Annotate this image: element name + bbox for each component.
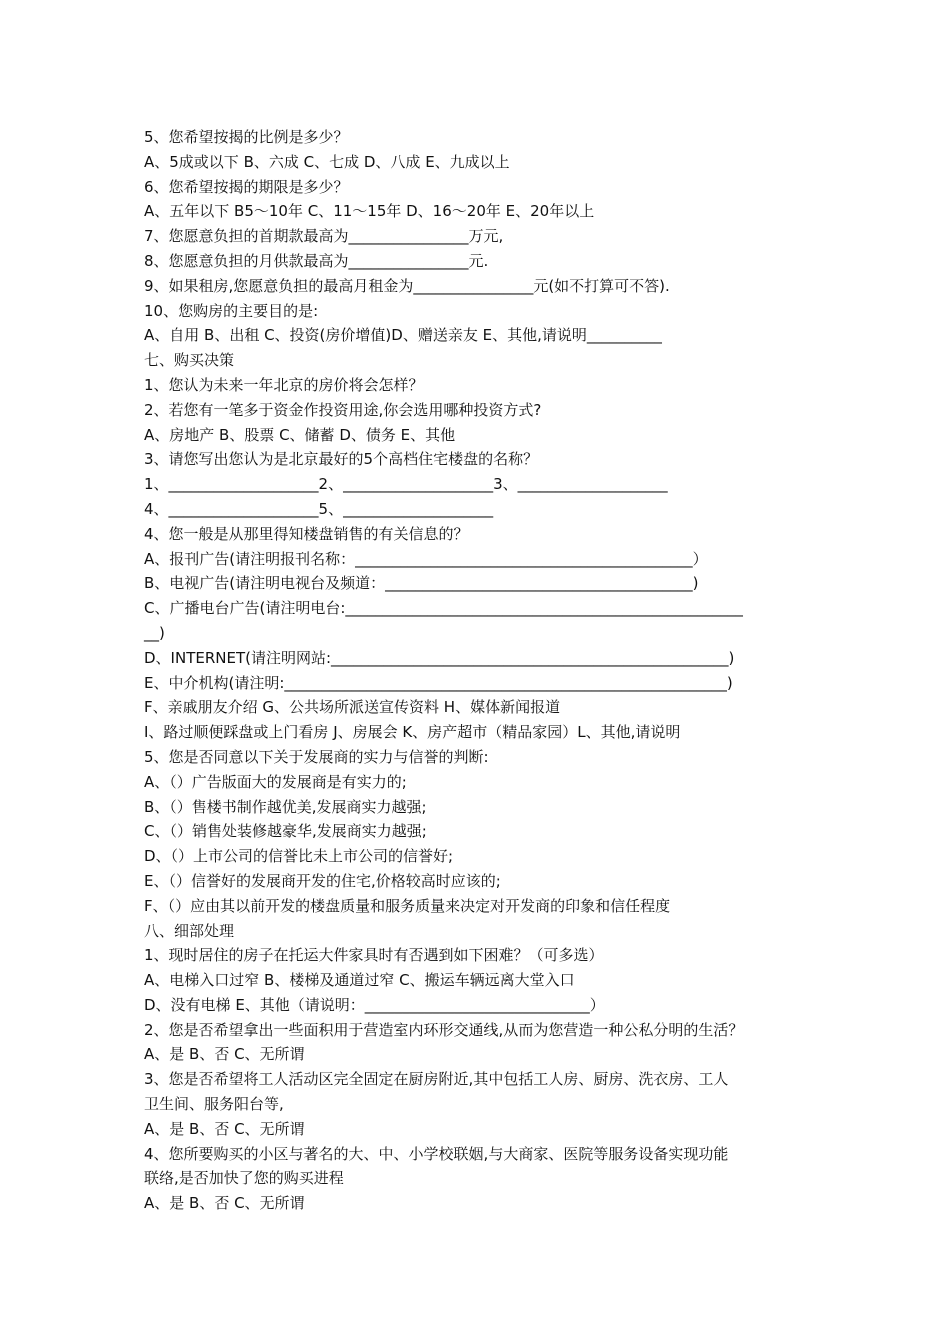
question-5-options: A、5成或以下 B、六成 C、七成 D、八成 E、九成以上 <box>144 152 510 171</box>
question-10-title: 10、您购房的主要目的是: <box>144 301 319 320</box>
section-7-question-4-option-c-cont: __) <box>144 623 165 642</box>
document-body <box>144 125 824 1216</box>
section-8-question-4-cont: 联络,是否加快了您的购买进程 <box>144 1169 344 1188</box>
section-8-question-2-options: A、是 B、否 C、无所谓 <box>144 1045 305 1064</box>
section-7-question-4-option-b: B、电视广告(请注明电视台及频道：_________________________________________) <box>144 574 699 593</box>
section-8-question-3-options: A、是 B、否 C、无所谓 <box>144 1119 305 1138</box>
section-8-question-4: 4、您所要购买的小区与著名的大、中、小学校联姻,与大商家、医院等服务设备实现功能 <box>144 1144 729 1163</box>
section-7-question-4-option-a: A、报刊广告(请注明报刊名称：_____________________________________________） <box>144 549 708 568</box>
question-7-line: 7、您愿意负担的首期款最高为________________万元, <box>144 227 504 246</box>
question-8-line: 8、您愿意负担的月供款最高为________________元. <box>144 251 489 270</box>
question-9-line: 9、如果租房,您愿意负担的最高月租金为________________元(如不打算可不答). <box>144 276 670 295</box>
section-8-question-4-options: A、是 B、否 C、无所谓 <box>144 1194 305 1213</box>
section-7-question-3-blanks-2: 4、____________________5、____________________ <box>144 499 494 518</box>
section-7-question-1: 1、您认为未来一年北京的房价将会怎样？ <box>144 375 424 394</box>
section-7-heading: 七、购买决策 <box>144 351 235 370</box>
question-6-options: A、五年以下 B5～10年 C、11～15年 D、16～20年 E、20年以上 <box>144 202 595 221</box>
section-8-question-1-options-de: D、没有电梯 E、其他（请说明：______________________________） <box>144 995 605 1014</box>
section-8-heading: 八、细部处理 <box>144 921 235 940</box>
section-7-question-3-blanks-1: 1、____________________2、____________________3、____________________ <box>144 475 668 494</box>
section-7-question-4-option-c: C、广播电台广告(请注明电台:_____________________________________________________ <box>144 599 743 618</box>
section-7-question-2: 2、若您有一笔多于资金作投资用途,你会选用哪种投资方式? <box>144 400 542 419</box>
section-8-question-3: 3、您是否希望将工人活动区完全固定在厨房附近,其中包括工人房、厨房、洗衣房、工人 <box>144 1070 729 1089</box>
section-7-question-2-options: A、房地产 B、股票 C、储蓄 D、债务 E、其他 <box>144 425 456 444</box>
section-8-question-1: 1、现时居住的房子在托运大件家具时有否遇到如下困难？（可多选） <box>144 946 604 965</box>
question-6-title: 6、您希望按揭的期限是多少？ <box>144 177 349 196</box>
section-7-question-4-option-d: D、INTERNET(请注明网站:_____________________________________________________) <box>144 648 735 667</box>
section-8-question-1-options-abc: A、电梯入口过窄 B、楼梯及通道过窄 C、搬运车辆远离大堂入口 <box>144 971 575 990</box>
section-7-question-5-item-f: F、（）应由其以前开发的楼盘质量和服务质量来决定对开发商的印象和信任程度 <box>144 896 671 915</box>
section-8-question-3-cont: 卫生间、服务阳台等, <box>144 1095 284 1114</box>
section-7-question-5-item-b: B、（）售楼书制作越优美,发展商实力越强; <box>144 797 427 816</box>
section-7-question-4: 4、您一般是从那里得知楼盘销售的有关信息的？ <box>144 524 469 543</box>
section-7-question-5-item-d: D、（）上市公司的信誉比未上市公司的信誉好; <box>144 847 454 866</box>
question-10-options: A、自用 B、出租 C、投资(房价增值)D、赠送亲友 E、其他,请说明__________ <box>144 326 662 345</box>
section-7-question-5-item-e: E、（）信誉好的发展商开发的住宅,价格较高时应该的; <box>144 871 501 890</box>
section-7-question-5-item-a: A、（）广告版面大的发展商是有实力的; <box>144 772 407 791</box>
question-5-title: 5、您希望按揭的比例是多少？ <box>144 128 349 146</box>
section-8-question-2: 2、您是否希望拿出一些面积用于营造室内环形交通线,从而为您营造一种公私分明的生活？ <box>144 1020 744 1039</box>
section-7-question-4-options-fgh: F、亲戚朋友介绍 G、公共场所派送宣传资料 H、媒体新闻报道 <box>144 698 561 717</box>
section-7-question-3: 3、请您写出您认为是北京最好的5个高档住宅楼盘的名称？ <box>144 450 539 469</box>
section-7-question-5-item-c: C、（）销售处装修越豪华,发展商实力越强; <box>144 822 427 841</box>
section-7-question-4-option-e: E、中介机构(请注明:___________________________________________________________) <box>144 673 733 692</box>
section-7-question-4-options-ijkl: I、路过顺便踩盘或上门看房 J、房展会 K、房产超市（精品家园）L、其他,请说明 <box>144 723 681 742</box>
section-7-question-5: 5、您是否同意以下关于发展商的实力与信誉的判断: <box>144 747 489 766</box>
